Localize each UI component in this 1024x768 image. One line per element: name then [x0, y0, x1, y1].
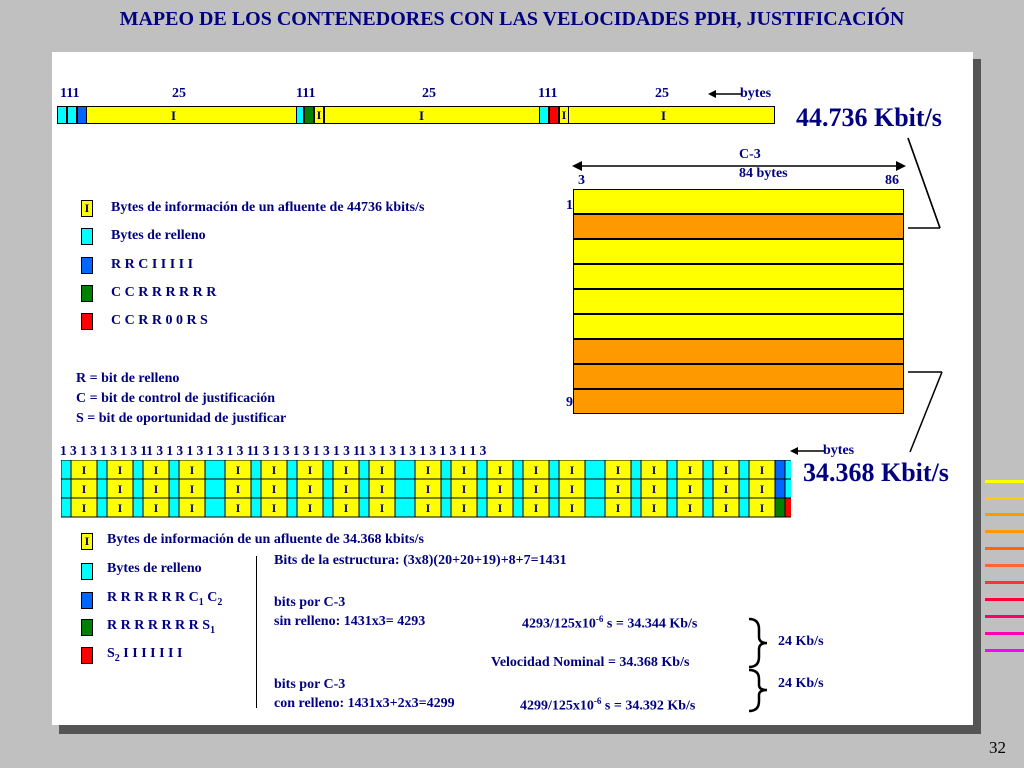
info-mark: I: [461, 463, 467, 477]
stuff-cell: [739, 479, 749, 498]
c3-name: C-3: [739, 147, 761, 162]
stuff-cell: [287, 479, 297, 498]
legend-swatch-cyan: [81, 563, 93, 580]
top-frame-label: 25: [655, 86, 669, 101]
c3-row: [573, 289, 904, 314]
stuff-cell: [785, 479, 791, 498]
stuff-cell: [585, 460, 605, 479]
info-mark: I: [189, 463, 195, 477]
calc-line: bits por C-3: [274, 677, 346, 692]
bottom-frame-header: 1 3 1 3 1 3 1 3 11 3 1 3 1 3 1 3 1 3 11 3 1 3 1 3 1 3 1 3 11 3 1 3 1 3 1 3 1 3 1 1 3: [60, 443, 487, 458]
stuff-cell: [441, 479, 451, 498]
definition: S = bit de oportunidad de justificar: [76, 411, 287, 426]
arrow-left-icon: [708, 89, 742, 99]
legend-swatch-yellow: I: [81, 533, 93, 550]
stuff-cell: [739, 460, 749, 479]
stuff-cell: [775, 479, 785, 498]
info-mark: I: [497, 482, 503, 496]
info-mark: I: [533, 482, 539, 496]
c3-row: [573, 389, 904, 414]
legend-swatch-yellow: I: [81, 200, 93, 217]
info-mark: I: [461, 482, 467, 496]
deco-line: [985, 480, 1024, 483]
stuff-cell: [251, 460, 261, 479]
deco-line: [985, 564, 1024, 567]
legend-text-blue: R R R R R R $C_1$ $C_2$: [107, 590, 223, 608]
c3-row: [573, 239, 904, 264]
stuff-cell: [61, 460, 71, 479]
info-mark: I: [379, 463, 385, 477]
info-mark: I: [569, 463, 575, 477]
legend-text-red: $S_2$ I I I I I I I: [107, 646, 183, 664]
top-frame-label: 25: [172, 86, 186, 101]
info-mark: I: [343, 463, 349, 477]
legend-swatch-blue: [81, 592, 93, 609]
c3-width-arrow-icon: [572, 160, 906, 172]
deco-line: [985, 497, 1024, 500]
divider: [256, 556, 257, 708]
stuff-cell: [477, 460, 487, 479]
c3-size: 84 bytes: [739, 166, 788, 181]
stuff-cell: [251, 498, 261, 517]
info-mark: I: [759, 463, 765, 477]
stuff-cell: [205, 479, 225, 498]
red-byte: [549, 106, 559, 124]
c3-row: [573, 314, 904, 339]
stuff-cell: [703, 479, 713, 498]
stuff-cell: [97, 479, 107, 498]
stuff-cell: [287, 498, 297, 517]
stuff-cell: [323, 498, 333, 517]
blue-byte: [77, 106, 87, 124]
deco-line: [985, 547, 1024, 550]
stuff-cell: [359, 498, 369, 517]
diff-rate: 24 Kb/s: [778, 634, 824, 649]
page-title: MAPEO DE LOS CONTENEDORES CON LAS VELOCIDADES PDH, JUSTIFICACIÓN: [119, 8, 905, 30]
legend-swatch-red: [81, 647, 93, 664]
info-mark: I: [235, 463, 241, 477]
brace-icons: [745, 615, 771, 715]
stuff-cell: [785, 498, 791, 517]
info-mark: I: [235, 501, 241, 515]
arrow-left-icon: [790, 446, 824, 456]
stuff-cell: [251, 479, 261, 498]
calc-line: sin relleno: 1431x3= 4293: [274, 614, 426, 629]
info-byte: I: [559, 106, 569, 124]
stuff-cell: [169, 479, 179, 498]
legend-swatch-blue: [81, 257, 93, 274]
info-mark: I: [153, 482, 159, 496]
info-mark: I: [81, 463, 87, 477]
stuff-cell: [585, 479, 605, 498]
info-mark: I: [81, 501, 87, 515]
calc-rate: $4299/125x10^{-6}$ s = 34.392 Kb/s: [520, 696, 696, 714]
info-mark: I: [307, 463, 313, 477]
info-mark: I: [651, 463, 657, 477]
rate-44736: 44.736 Kbit/s: [796, 103, 942, 132]
stuff-cell: [61, 498, 71, 517]
stuff-cell: [133, 498, 143, 517]
legend-text: Bytes de relleno: [111, 228, 206, 243]
connector-lines: [900, 130, 980, 460]
legend-swatch-cyan: [81, 228, 93, 245]
calc-line: bits por C-3: [274, 595, 346, 610]
stuff-cell: [631, 479, 641, 498]
info-mark: I: [343, 482, 349, 496]
stuff-cell: [169, 498, 179, 517]
rate-34368: 34.368 Kbit/s: [803, 458, 949, 487]
stuff-cell: [97, 498, 107, 517]
stuff-cell: [359, 479, 369, 498]
bottom-frame-unit: bytes: [823, 443, 855, 458]
c3-row-end: 9: [566, 395, 573, 410]
c3-row: [573, 339, 904, 364]
legend-text: C C R R R R R R: [111, 285, 217, 300]
stuff-cell: [323, 460, 333, 479]
legend-swatch-green: [81, 285, 93, 302]
bottom-frame-grid: [61, 460, 791, 518]
legend-text-green: R R R R R R R $S_1$: [107, 618, 216, 636]
stuff-cell: [477, 479, 487, 498]
deco-line: [985, 513, 1024, 516]
deco-line: [985, 598, 1024, 601]
stuff-byte: [539, 106, 549, 124]
legend-swatch-green: [81, 619, 93, 636]
info-mark: I: [723, 482, 729, 496]
stuff-cell: [395, 498, 415, 517]
info-mark: I: [235, 482, 241, 496]
stuff-cell: [549, 460, 559, 479]
c3-row: [573, 364, 904, 389]
stuff-cell: [631, 498, 641, 517]
c3-col-end: 86: [885, 173, 899, 188]
info-mark: I: [569, 501, 575, 515]
info-mark: I: [307, 482, 313, 496]
stuff-cell: [667, 498, 677, 517]
stuff-byte: [296, 106, 304, 124]
info-mark: I: [419, 108, 425, 123]
info-mark: I: [171, 108, 177, 123]
info-mark: I: [461, 501, 467, 515]
stuff-cell: [205, 498, 225, 517]
info-mark: I: [687, 501, 693, 515]
stuff-cell: [205, 460, 225, 479]
info-mark: I: [271, 463, 277, 477]
stuff-byte: [67, 106, 77, 124]
info-mark: I: [425, 482, 431, 496]
stuff-cell: [441, 460, 451, 479]
stuff-cell: [667, 479, 677, 498]
stuff-cell: [359, 460, 369, 479]
info-mark: I: [271, 501, 277, 515]
info-mark: I: [615, 501, 621, 515]
info-mark: I: [117, 463, 123, 477]
stuff-cell: [477, 498, 487, 517]
legend-text: Bytes de información de un afluente de 34.368 kbits/s: [107, 532, 424, 547]
info-mark: I: [271, 482, 277, 496]
stuff-cell: [169, 460, 179, 479]
deco-line: [985, 615, 1024, 618]
info-mark: I: [425, 463, 431, 477]
info-mark: I: [81, 482, 87, 496]
top-frame-label: 111: [538, 86, 558, 101]
info-mark: I: [379, 482, 385, 496]
info-mark: I: [661, 108, 667, 123]
info-mark: I: [569, 482, 575, 496]
legend-swatch-red: [81, 313, 93, 330]
stuff-cell: [549, 498, 559, 517]
stuff-cell: [323, 479, 333, 498]
stuff-cell: [61, 479, 71, 498]
stuff-cell: [513, 479, 523, 498]
stuff-cell: [513, 460, 523, 479]
definition: R = bit de relleno: [76, 371, 180, 386]
stuff-cell: [133, 460, 143, 479]
info-mark: I: [153, 463, 159, 477]
deco-line: [985, 649, 1024, 652]
c3-row: [573, 189, 904, 214]
stuff-cell: [549, 479, 559, 498]
legend-text: C C R R 0 0 R S: [111, 313, 208, 328]
info-mark: I: [759, 482, 765, 496]
diff-rate: 24 Kb/s: [778, 676, 824, 691]
stuff-byte: [57, 106, 67, 124]
c3-container: [573, 189, 904, 414]
page-number: 32: [989, 738, 1006, 757]
info-mark: I: [189, 482, 195, 496]
stuff-cell: [97, 460, 107, 479]
stuff-cell: [775, 498, 785, 517]
info-mark: I: [425, 501, 431, 515]
stuff-cell: [667, 460, 677, 479]
stuff-cell: [703, 498, 713, 517]
info-bytes-block: [57, 106, 775, 124]
nominal-rate: Velocidad Nominal = 34.368 Kb/s: [491, 655, 690, 670]
stuff-cell: [785, 460, 791, 479]
info-mark: I: [687, 463, 693, 477]
info-mark: I: [615, 463, 621, 477]
info-mark: I: [533, 501, 539, 515]
stuff-cell: [703, 460, 713, 479]
stuff-cell: [775, 460, 785, 479]
info-mark: I: [379, 501, 385, 515]
c3-row: [573, 264, 904, 289]
info-mark: I: [533, 463, 539, 477]
info-mark: I: [615, 482, 621, 496]
stuff-cell: [287, 460, 297, 479]
info-mark: I: [343, 501, 349, 515]
calc-rate: $4293/125x10^{-6}$ s = 34.344 Kb/s: [522, 614, 698, 632]
info-mark: I: [117, 501, 123, 515]
info-mark: I: [651, 482, 657, 496]
info-mark: I: [497, 501, 503, 515]
c3-row-start: 1: [566, 198, 573, 213]
legend-text: Bytes de información de un afluente de 44736 kbits/s: [111, 200, 425, 215]
legend-text: Bytes de relleno: [107, 561, 202, 576]
structure-bits: Bits de la estructura: (3x8)(20+20+19)+8+7=1431: [274, 553, 567, 568]
info-mark: I: [117, 482, 123, 496]
deco-line: [985, 530, 1024, 533]
stuff-cell: [585, 498, 605, 517]
info-mark: I: [687, 482, 693, 496]
c3-col-start: 3: [578, 173, 585, 188]
info-mark: I: [651, 501, 657, 515]
definition: C = bit de control de justificación: [76, 391, 276, 406]
top-frame-label: 111: [60, 86, 80, 101]
info-mark: I: [723, 463, 729, 477]
top-frame-bar: [57, 106, 775, 124]
info-mark: I: [497, 463, 503, 477]
top-frame-label: 111: [296, 86, 316, 101]
info-mark: I: [153, 501, 159, 515]
c3-row: [573, 214, 904, 239]
legend-text: R R C I I I I I: [111, 257, 194, 272]
deco-line: [985, 581, 1024, 584]
calc-line: con relleno: 1431x3+2x3=4299: [274, 696, 455, 711]
info-mark: I: [723, 501, 729, 515]
stuff-cell: [631, 460, 641, 479]
info-mark: I: [759, 501, 765, 515]
stuff-cell: [739, 498, 749, 517]
green-byte: [304, 106, 314, 124]
stuff-cell: [441, 498, 451, 517]
info-byte: I: [314, 106, 324, 124]
top-frame-label: 25: [422, 86, 436, 101]
stuff-cell: [395, 479, 415, 498]
stuff-cell: [395, 460, 415, 479]
info-mark: I: [307, 501, 313, 515]
info-mark: I: [189, 501, 195, 515]
stuff-cell: [513, 498, 523, 517]
stuff-cell: [133, 479, 143, 498]
top-frame-unit: bytes: [740, 86, 772, 101]
deco-line: [985, 632, 1024, 635]
